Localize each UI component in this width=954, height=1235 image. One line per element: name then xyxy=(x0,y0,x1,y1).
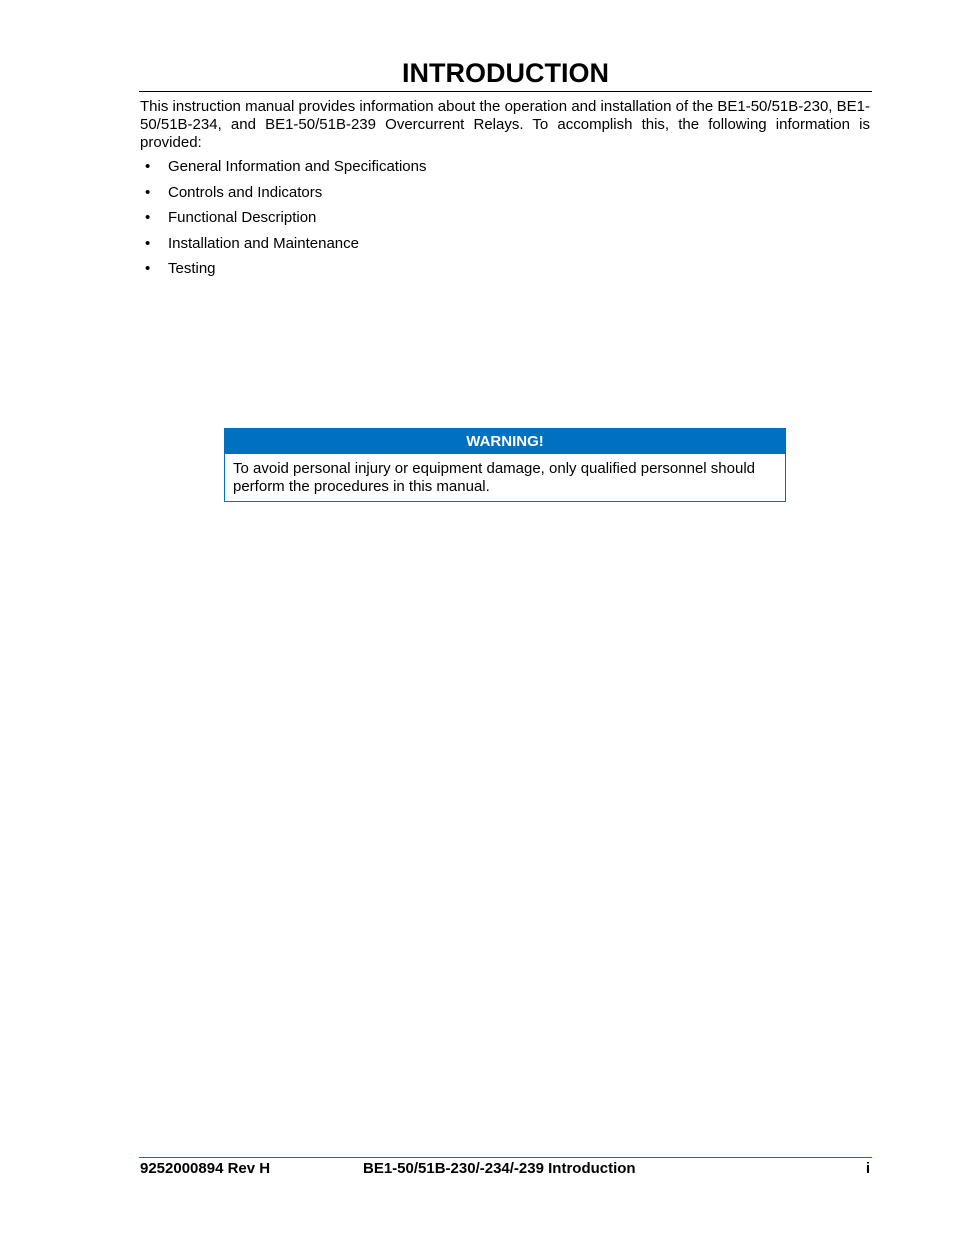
title-divider xyxy=(139,91,872,92)
bullet-icon: • xyxy=(145,158,151,175)
footer-divider xyxy=(139,1157,872,1158)
list-item xyxy=(140,235,740,261)
bullet-icon: • xyxy=(145,260,151,277)
intro-paragraph: This instruction manual provides information about the operation and installation of the BE1-50/51B-230, BE1-50/51B-234, and BE1-50/51B-239 Overcurrent Relays. To accomplish this, the following information is provided: xyxy=(140,98,870,151)
bullet-icon: • xyxy=(145,183,151,201)
warning-box xyxy=(224,428,786,502)
list-item xyxy=(140,209,740,235)
list-item-label: Controls and Indicators xyxy=(168,183,323,201)
footer-doc-number: 9252000894 Rev H xyxy=(140,1160,271,1177)
footer-page-number: i xyxy=(865,1160,870,1177)
warning-text: To avoid personal injury or equipment damage, only qualified personnel should perform the procedures in this manual. xyxy=(233,460,755,495)
list-item-label: Testing xyxy=(168,260,216,277)
list-item xyxy=(140,158,740,184)
list-item-label: General Information and Specifications xyxy=(168,158,427,175)
warning-heading: WARNING! xyxy=(225,429,785,454)
list-item-label: Functional Description xyxy=(168,209,317,226)
list-item-label: Installation and Maintenance xyxy=(168,234,359,252)
footer-section-title: BE1-50/51B-230/-234/-239 Introduction xyxy=(363,1160,636,1177)
list-item xyxy=(140,184,740,210)
bullet-icon: • xyxy=(145,209,151,226)
page-title: INTRODUCTION xyxy=(402,58,609,88)
list-item xyxy=(140,260,740,286)
bullet-icon: • xyxy=(145,234,151,252)
topic-list xyxy=(140,158,740,286)
page-footer xyxy=(140,1159,870,1179)
